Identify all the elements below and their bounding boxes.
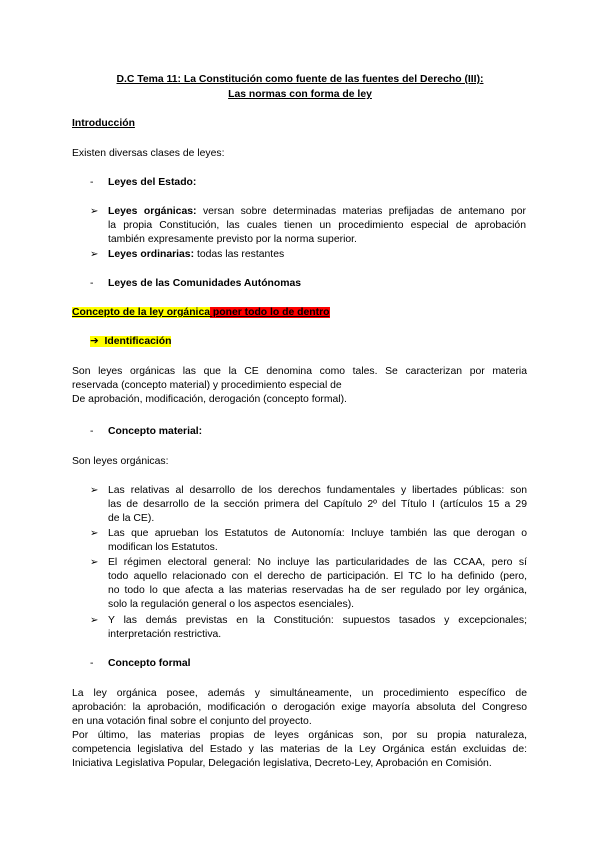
arrow-bullet-icon: ➢ xyxy=(90,557,99,568)
dash-bullet: - xyxy=(90,278,94,289)
item-text-line: interpretación restrictiva. xyxy=(108,629,222,640)
item-text-line: Y las demás previstas en la Constitución: supuestos tasados y excepcionales; xyxy=(108,615,527,626)
item-text-line: Las relativas al desarrollo de los derechos fundamentales y libertades públicas: son xyxy=(108,485,527,496)
item-text-line: de la CE). xyxy=(108,513,155,524)
material-item xyxy=(108,527,527,555)
paragraph-line: Iniciativa Legislativa Popular, Delegación legislativa, Decreto-Ley, Aprobación en Comisión. xyxy=(72,758,492,769)
paragraph-line: La ley orgánica posee, además y simultáneamente, un procedimiento específico de xyxy=(72,688,527,699)
item-text-line: no todo lo que afecta a las materias reservadas ha de ser regulado por ley orgánica, xyxy=(108,585,527,596)
intro-heading: Introducción xyxy=(72,118,135,129)
arrow-item-leyes-organicas xyxy=(108,205,526,247)
paragraph-line: en una votación final sobre el conjunto del proyecto. xyxy=(72,716,312,727)
arrow-item-leyes-ordinarias xyxy=(108,248,284,262)
concept-heading: Concepto de la ley orgánica xyxy=(72,307,211,318)
paragraph-line: Son leyes orgánicas las que la CE denomina como tales. Se caracterizan por materia xyxy=(72,366,527,377)
item-text-line: modifican los Estatutos. xyxy=(108,542,218,553)
item-text-line: la propia Constitución, las cuales tienen un procedimiento especial de aprobación xyxy=(108,220,526,231)
dash-bullet: - xyxy=(90,658,94,669)
paragraph-line: reservada (concepto material) y procedimiento especial de xyxy=(72,380,342,391)
formal-paragraph xyxy=(72,687,527,771)
paragraph-line: aprobación: la aprobación, modificación o derogación exige mayoría absoluta del Congreso xyxy=(72,702,527,713)
right-arrow-icon: ➔ xyxy=(90,336,99,347)
item-text-line: todo aquello relacionado con el derecho de participación. El TC lo ha definido (pero, xyxy=(108,571,527,582)
identification-heading xyxy=(90,335,171,349)
item-text-line: las de desarrollo de la sección primera del Capítulo 2º del Título I (artículos 15 a 29 xyxy=(108,499,527,510)
paragraph-line: Por último, las materias propias de leyes orgánicas son, por su propia naturaleza, xyxy=(72,730,527,741)
document-title-line-1: D.C Tema 11: La Constitución como fuente de las fuentes del Derecho (III): xyxy=(116,74,484,85)
paragraph-line: competencia legislativa del Estado y las materias de la Ley Orgánica están excluidas de: xyxy=(72,744,527,755)
material-intro: Son leyes orgánicas: xyxy=(72,456,169,467)
item-text-line: solo la regulación general o los aspectos esenciales). xyxy=(108,599,355,610)
paragraph-line: De aprobación, modificación, derogación (concepto formal). xyxy=(72,394,347,405)
formal-heading: Concepto formal xyxy=(108,658,191,669)
arrow-bullet-icon: ➢ xyxy=(90,206,99,217)
dash-bullet: - xyxy=(90,177,94,188)
material-item xyxy=(108,556,527,612)
document-title-line-2: Las normas con forma de ley xyxy=(228,89,372,100)
dash-item-leyes-ccaa: Leyes de las Comunidades Autónomas xyxy=(108,278,302,289)
item-text-line: Las que aprueban los Estatutos de Autonomía: Incluye también las que derogan o xyxy=(108,528,527,539)
material-heading: Concepto material: xyxy=(108,426,203,437)
material-item xyxy=(108,614,527,642)
material-item xyxy=(108,484,527,526)
concept-heading-line xyxy=(72,306,330,320)
intro-text: Existen diversas clases de leyes: xyxy=(72,148,225,159)
concept-note: poner todo lo de dentro xyxy=(210,307,330,318)
arrow-bullet-icon: ➢ xyxy=(90,485,99,496)
dash-item-leyes-estado: Leyes del Estado: xyxy=(108,177,197,188)
identification-highlight xyxy=(90,336,171,347)
item-text-line: también expresamente previsto por la norma superior. xyxy=(108,234,357,245)
item-text-line: versan sobre determinadas materias prefijadas de antemano por xyxy=(202,206,527,217)
arrow-bullet-icon: ➢ xyxy=(90,615,99,626)
item-text-line: El régimen electoral general: No incluye las particularidades de las CCAA, pero sí xyxy=(108,557,527,568)
arrow-bullet-icon: ➢ xyxy=(90,249,99,260)
item-bold-label: Leyes ordinarias: xyxy=(108,249,195,260)
item-text-line: todas las restantes xyxy=(196,249,285,260)
dash-bullet: - xyxy=(90,426,94,437)
item-bold-label: Leyes orgánicas: xyxy=(108,206,197,217)
arrow-bullet-icon: ➢ xyxy=(90,528,99,539)
identification-paragraph xyxy=(72,365,527,407)
identification-label: Identificación xyxy=(104,336,172,347)
